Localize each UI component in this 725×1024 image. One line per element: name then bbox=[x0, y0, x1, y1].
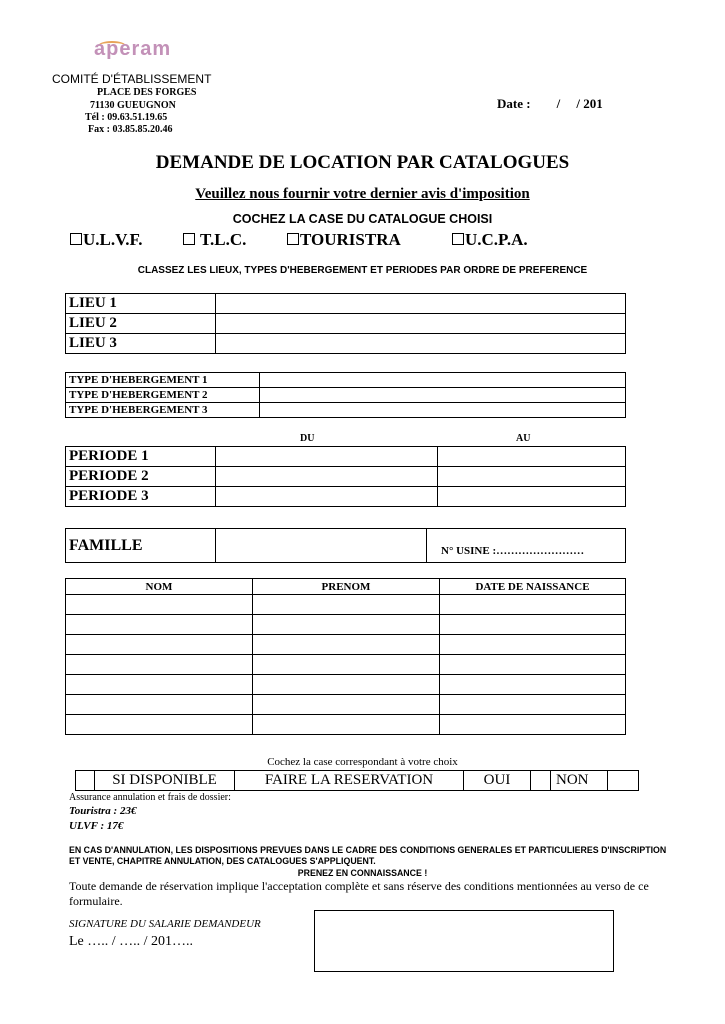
insurance-ulvf: ULVF : 17€ bbox=[69, 820, 124, 832]
famille-table bbox=[65, 528, 626, 563]
prenom-cell[interactable] bbox=[253, 655, 440, 675]
nom-cell[interactable] bbox=[66, 715, 253, 735]
ranking-instruction: CLASSEZ LES LIEUX, TYPES D'HEBERGEMENT ET PERIODES PAR ORDRE DE PREFERENCE bbox=[137, 265, 588, 276]
table-row bbox=[66, 695, 626, 715]
checkbox-icon[interactable] bbox=[70, 233, 82, 245]
table-row bbox=[66, 715, 626, 735]
checkbox-icon[interactable] bbox=[452, 233, 464, 245]
lieu-label: LIEU 3 bbox=[66, 334, 216, 354]
periode-du-input[interactable] bbox=[216, 447, 438, 467]
checkbox-icon[interactable] bbox=[183, 233, 195, 245]
checkbox-icon[interactable] bbox=[287, 233, 299, 245]
members-table bbox=[65, 578, 626, 735]
catalog-instruction: COCHEZ LA CASE DU CATALOGUE CHOISI bbox=[232, 212, 493, 226]
date-naissance-cell[interactable] bbox=[440, 655, 626, 675]
periode-label: PERIODE 3 bbox=[66, 487, 216, 507]
catalog-ulvf[interactable]: U.L.V.F. bbox=[70, 230, 143, 250]
prenom-cell[interactable] bbox=[253, 595, 440, 615]
table-row bbox=[66, 655, 626, 675]
signature-box[interactable] bbox=[314, 910, 614, 972]
choices-table bbox=[75, 770, 639, 791]
cancellation-notice: EN CAS D'ANNULATION, LES DISPOSITIONS PREVUES DANS LE CADRE DES CONDITIONS GENERALES ET PARTICULIERES D'INSCRIPTION ET VENTE, CHAPITRE ANNULATION, DES CATALOGUES S'APPLIQUENT. bbox=[69, 845, 667, 866]
nom-cell[interactable] bbox=[66, 635, 253, 655]
periode-du-input[interactable] bbox=[216, 467, 438, 487]
date-naissance-cell[interactable] bbox=[440, 615, 626, 635]
column-header-prenom: PRENOM bbox=[253, 579, 440, 595]
periode-au-input[interactable] bbox=[438, 447, 626, 467]
lieux-table bbox=[65, 293, 626, 354]
non-checkbox[interactable] bbox=[608, 771, 639, 791]
hebergement-label: TYPE D'HEBERGEMENT 1 bbox=[66, 373, 260, 388]
insurance-touristra: Touristra : 23€ bbox=[69, 805, 137, 817]
usine-field[interactable]: N° USINE :…………………… bbox=[427, 529, 626, 563]
lieu-input[interactable] bbox=[216, 314, 626, 334]
prenom-cell[interactable] bbox=[253, 675, 440, 695]
column-header-date-naissance: DATE DE NAISSANCE bbox=[440, 579, 626, 595]
hebergement-input[interactable] bbox=[260, 373, 626, 388]
nom-cell[interactable] bbox=[66, 615, 253, 635]
signature-label: SIGNATURE DU SALARIE DEMANDEUR bbox=[69, 918, 261, 930]
periode-du-input[interactable] bbox=[216, 487, 438, 507]
famille-label: FAMILLE bbox=[66, 529, 216, 563]
lieu-input[interactable] bbox=[216, 334, 626, 354]
periode-label: PERIODE 2 bbox=[66, 467, 216, 487]
table-row bbox=[66, 635, 626, 655]
nom-cell[interactable] bbox=[66, 595, 253, 615]
prenom-cell[interactable] bbox=[253, 715, 440, 735]
famille-input[interactable] bbox=[216, 529, 427, 563]
table-row bbox=[66, 675, 626, 695]
lieu-label: LIEU 2 bbox=[66, 314, 216, 334]
prenez-note: PRENEZ EN CONNAISSANCE ! bbox=[297, 868, 428, 878]
catalog-touristra[interactable]: TOURISTRA bbox=[287, 230, 401, 250]
acceptance-text: Toute demande de réservation implique l'acceptation complète et sans réserve des conditions mentionnées au verso de ce formulaire. bbox=[69, 879, 649, 908]
date-naissance-cell[interactable] bbox=[440, 695, 626, 715]
faire-reservation-label: FAIRE LA RESERVATION bbox=[235, 771, 464, 791]
signature-date: Le ….. / ….. / 201….. bbox=[69, 934, 194, 949]
periode-au-input[interactable] bbox=[438, 487, 626, 507]
non-label: NON bbox=[551, 771, 608, 791]
nom-cell[interactable] bbox=[66, 655, 253, 675]
catalog-ucpa[interactable]: U.C.P.A. bbox=[452, 230, 528, 250]
prenom-cell[interactable] bbox=[253, 635, 440, 655]
address-line2: 71130 GUEUGNON bbox=[90, 100, 176, 111]
org-name: COMITÉ D'ÉTABLISSEMENT bbox=[52, 72, 212, 86]
periode-du-header: DU bbox=[300, 433, 315, 444]
nom-cell[interactable] bbox=[66, 695, 253, 715]
page-title: DEMANDE DE LOCATION PAR CATALOGUES bbox=[155, 152, 570, 173]
subtitle: Veuillez nous fournir votre dernier avis d'imposition bbox=[195, 186, 530, 202]
oui-label: OUI bbox=[464, 771, 531, 791]
column-header-nom: NOM bbox=[66, 579, 253, 595]
choice-instruction: Cochez la case correspondant à votre choix bbox=[267, 756, 458, 768]
lieu-input[interactable] bbox=[216, 294, 626, 314]
phone: Tél : 09.63.51.19.65 bbox=[85, 112, 168, 123]
date-naissance-cell[interactable] bbox=[440, 715, 626, 735]
si-disponible-label: SI DISPONIBLE bbox=[95, 771, 235, 791]
catalog-tlc[interactable]: T.L.C. bbox=[183, 230, 246, 250]
hebergement-input[interactable] bbox=[260, 388, 626, 403]
periode-au-header: AU bbox=[516, 433, 531, 444]
address-line1: PLACE DES FORGES bbox=[97, 87, 197, 98]
hebergement-label: TYPE D'HEBERGEMENT 3 bbox=[66, 403, 260, 418]
periode-label: PERIODE 1 bbox=[66, 447, 216, 467]
date-field: Date : / / 201 bbox=[497, 96, 603, 111]
date-naissance-cell[interactable] bbox=[440, 635, 626, 655]
periodes-table bbox=[65, 446, 626, 507]
hebergement-label: TYPE D'HEBERGEMENT 2 bbox=[66, 388, 260, 403]
si-disponible-checkbox[interactable] bbox=[76, 771, 95, 791]
fax: Fax : 03.85.85.20.46 bbox=[88, 124, 173, 135]
periode-au-input[interactable] bbox=[438, 467, 626, 487]
insurance-label: Assurance annulation et frais de dossier: bbox=[69, 792, 231, 803]
hebergement-table bbox=[65, 372, 626, 418]
prenom-cell[interactable] bbox=[253, 615, 440, 635]
table-row bbox=[66, 595, 626, 615]
date-naissance-cell[interactable] bbox=[440, 675, 626, 695]
oui-checkbox[interactable] bbox=[531, 771, 551, 791]
nom-cell[interactable] bbox=[66, 675, 253, 695]
aperam-logo: aperam bbox=[94, 38, 172, 60]
lieu-label: LIEU 1 bbox=[66, 294, 216, 314]
date-naissance-cell[interactable] bbox=[440, 595, 626, 615]
table-row bbox=[66, 615, 626, 635]
prenom-cell[interactable] bbox=[253, 695, 440, 715]
hebergement-input[interactable] bbox=[260, 403, 626, 418]
